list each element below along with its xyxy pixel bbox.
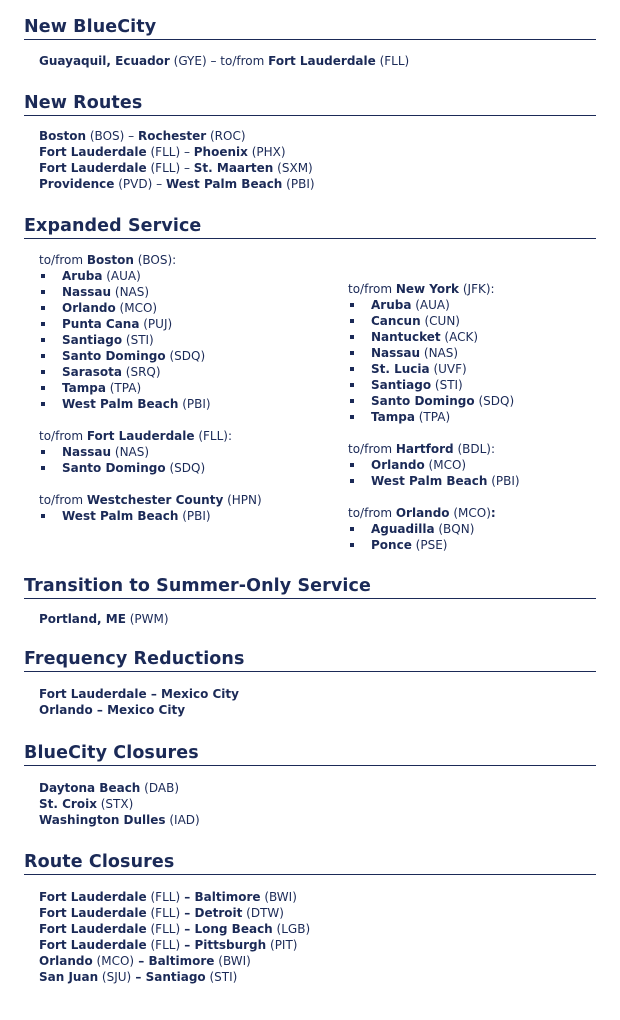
route-line: Guayaquil, Ecuador (GYE) – to/from Fort Lauderdale (FLL) bbox=[39, 54, 410, 68]
expanded-right-column bbox=[348, 281, 520, 553]
list-item: West Palm Beach (PBI) bbox=[348, 473, 520, 489]
list-item: Santo Domingo (SDQ) bbox=[39, 348, 262, 364]
route-line: Fort Lauderdale (FLL) – Pittsburgh (PIT) bbox=[39, 938, 298, 952]
list-item: West Palm Beach (PBI) bbox=[39, 508, 262, 524]
route-line: Fort Lauderdale – Mexico City bbox=[39, 687, 239, 701]
route-line: Fort Lauderdale (FLL) – Phoenix (PHX) bbox=[39, 145, 286, 159]
route-line: St. Croix (STX) bbox=[39, 797, 134, 811]
route-line: Providence (PVD) – West Palm Beach (PBI) bbox=[39, 177, 315, 191]
route-line: Fort Lauderdale (FLL) – Long Beach (LGB) bbox=[39, 922, 311, 936]
group-title: to/from Westchester County (HPN) bbox=[39, 493, 262, 507]
section-heading: BlueCity Closures bbox=[24, 742, 596, 766]
list-item: Orlando (MCO) bbox=[348, 457, 520, 473]
list-item: Nassau (NAS) bbox=[39, 284, 262, 300]
section-frequency-reductions bbox=[24, 648, 596, 718]
list-item: Orlando (MCO) bbox=[39, 300, 262, 316]
list-item: Nantucket (ACK) bbox=[348, 329, 520, 345]
route-line: Portland, ME (PWM) bbox=[39, 612, 169, 626]
group-title: to/from Boston (BOS): bbox=[39, 253, 177, 267]
list-item: Cancun (CUN) bbox=[348, 313, 520, 329]
section-heading: Route Closures bbox=[24, 851, 596, 875]
list-item: Aruba (AUA) bbox=[39, 268, 262, 284]
route-line: Fort Lauderdale (FLL) – Baltimore (BWI) bbox=[39, 890, 297, 904]
section-summer-only bbox=[24, 575, 596, 627]
section-expanded-service bbox=[24, 215, 596, 555]
group-title: to/from New York (JFK): bbox=[348, 282, 495, 296]
list-item: Nassau (NAS) bbox=[348, 345, 520, 361]
group-title: to/from Fort Lauderdale (FLL): bbox=[39, 429, 233, 443]
route-line: Fort Lauderdale (FLL) – Detroit (DTW) bbox=[39, 906, 284, 920]
section-new-routes bbox=[24, 92, 596, 192]
route-line: San Juan (SJU) – Santiago (STI) bbox=[39, 970, 238, 984]
section-heading: Transition to Summer-Only Service bbox=[24, 575, 596, 599]
list-item: Ponce (PSE) bbox=[348, 537, 520, 553]
list-item: Santo Domingo (SDQ) bbox=[39, 460, 262, 476]
section-bluecity-closures bbox=[24, 742, 596, 828]
list-item: Tampa (TPA) bbox=[348, 409, 520, 425]
route-line: Orlando – Mexico City bbox=[39, 703, 186, 717]
list-item: Tampa (TPA) bbox=[39, 380, 262, 396]
list-item: Santo Domingo (SDQ) bbox=[348, 393, 520, 409]
list-item: Santiago (STI) bbox=[39, 332, 262, 348]
group-title: to/from Hartford (BDL): bbox=[348, 442, 496, 456]
list-item: Aguadilla (BQN) bbox=[348, 521, 520, 537]
section-heading: New BlueCity bbox=[24, 16, 596, 40]
section-new-bluecity bbox=[24, 16, 596, 69]
section-heading: Frequency Reductions bbox=[24, 648, 596, 672]
list-item: Aruba (AUA) bbox=[348, 297, 520, 313]
list-item: West Palm Beach (PBI) bbox=[39, 396, 262, 412]
route-line: Fort Lauderdale (FLL) – St. Maarten (SXM) bbox=[39, 161, 313, 175]
route-line: Boston (BOS) – Rochester (ROC) bbox=[39, 129, 246, 143]
route-line: Daytona Beach (DAB) bbox=[39, 781, 180, 795]
group-title: to/from Orlando (MCO): bbox=[348, 506, 496, 520]
list-item: Sarasota (SRQ) bbox=[39, 364, 262, 380]
list-item: St. Lucia (UVF) bbox=[348, 361, 520, 377]
route-line: Washington Dulles (IAD) bbox=[39, 813, 200, 827]
list-item: Santiago (STI) bbox=[348, 377, 520, 393]
expanded-left-column bbox=[39, 252, 262, 524]
route-line: Orlando (MCO) – Baltimore (BWI) bbox=[39, 954, 251, 968]
section-heading: New Routes bbox=[24, 92, 596, 116]
section-heading: Expanded Service bbox=[24, 215, 596, 239]
list-item: Nassau (NAS) bbox=[39, 444, 262, 460]
section-route-closures bbox=[24, 851, 596, 985]
list-item: Punta Cana (PUJ) bbox=[39, 316, 262, 332]
